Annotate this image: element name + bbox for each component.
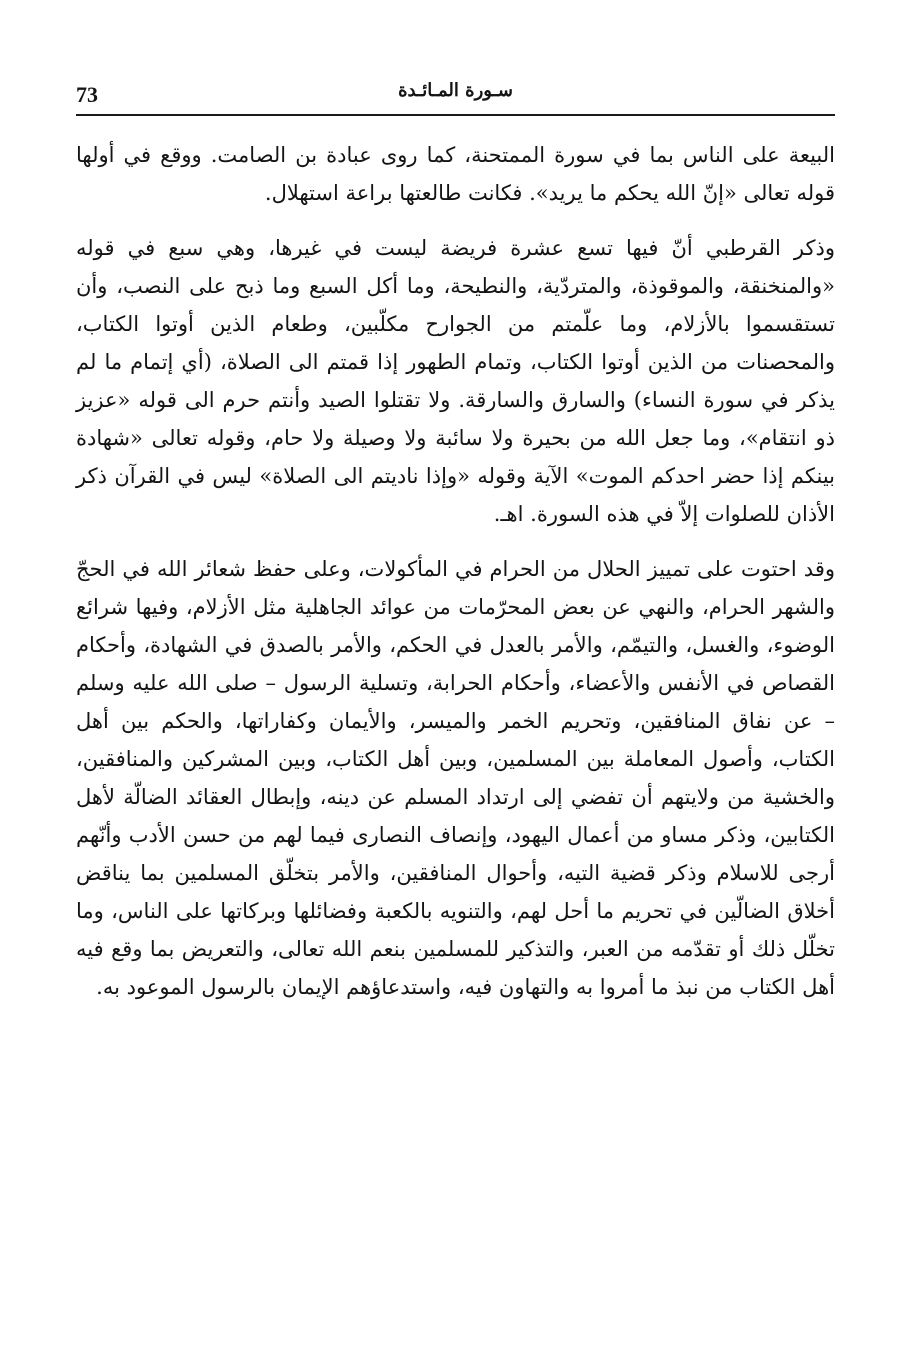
- page-header: [76, 80, 835, 116]
- paragraph-qurtubi-obligations: وذكر القرطبي أنّ فيها تسع عشرة فريضة ليست في غيرها، وهي سبع في قوله «والمنخنقة، والموقوذة، والمتردّية، والنطيحة، وما أكل السبع وما ذبح على النصب، وأن تستقسموا بالأزلام، وما علّمتم من الجوارح مكلّبين، وطعام الذين أوتوا الكتاب، والمحصنات من الذين أوتوا الكتاب، وتمام الطهور إذا قمتم الى الصلاة، (أي إتمام ما لم يذكر في سورة النساء) والسارق والسارقة. ولا تقتلوا الصيد وأنتم حرم الى قوله «عزيز ذو انتقام»، وما جعل الله من بحيرة ولا سائبة ولا وصيلة ولا حام، وقوله تعالى «شهادة بينكم إذا حضر احدكم الموت» الآية وقوله «وإذا ناديتم الى الصلاة» ليس في القرآن ذكر الأذان للصلوات إلاّ في هذه السورة. اهـ.: [76, 236, 835, 526]
- page-body: [76, 136, 835, 1006]
- paragraph-surah-contents: وقد احتوت على تمييز الحلال من الحرام في المأكولات، وعلى حفظ شعائر الله في الحجّ والشهر الحرام، والنهي عن بعض المحرّمات من عوائد الجاهلية مثل الأزلام، وفيها شرائع الوضوء، والغسل، والتيمّم، والأمر بالعدل في الحكم، والأمر بالصدق في الشهادة، وأحكام القصاص في الأنفس والأعضاء، وأحكام الحرابة، وتسلية الرسول – صلى الله عليه وسلم – عن نفاق المنافقين، وتحريم الخمر والميسر، والأيمان وكفاراتها، والحكم بين أهل الكتاب، وأصول المعاملة بين المسلمين، وبين أهل الكتاب، وبين المشركين والمنافقين، والخشية من ولايتهم أن تفضي إلى ارتداد المسلم عن دينه، وإبطال العقائد الضالّة لأهل الكتابين، وذكر مساو من أعمال اليهود، وإنصاف النصارى فيما لهم من حسن الأدب وأنّهم أرجى للاسلام وذكر قضية التيه، وأحوال المنافقين، والأمر بتخلّق المسلمين بما يناقض أخلاق الضالّين في تحريم ما أحل لهم، والتنويه بالكعبة وفضائلها وبركاتها على الناس، وما تخلّل ذلك أو تقدّمه من العبر، والتذكير للمسلمين بنعم الله تعالى، والتعريض بما وقع فيه أهل الكتاب من نبذ ما أمروا به والتهاون فيه، واستدعاؤهم الإيمان بالرسول الموعود به.: [76, 557, 835, 999]
- running-title: سـورة المـائـدة: [398, 80, 513, 101]
- page-number: 73: [76, 82, 98, 107]
- paragraph-bayah-opening: البيعة على الناس بما في سورة الممتحنة، كما روى عبادة بن الصامت. ووقع في أولها قوله تعالى «إنّ الله يحكم ما يريد». فكانت طالعتها براعة استهلال.: [76, 143, 835, 205]
